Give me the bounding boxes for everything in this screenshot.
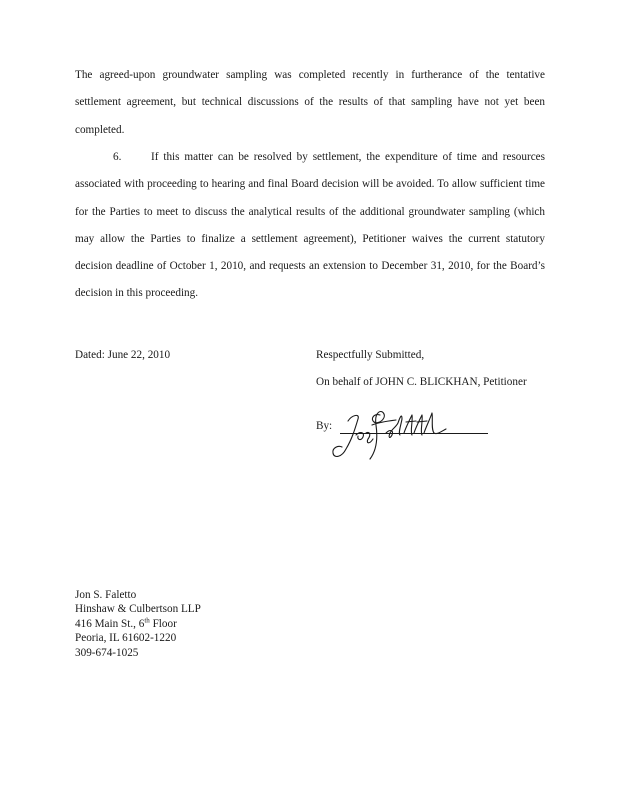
street-address-floor: Floor xyxy=(149,617,177,630)
signature-block xyxy=(316,405,496,465)
attorney-address-block xyxy=(75,588,201,660)
street-address xyxy=(75,617,201,631)
paragraph-number: 6. xyxy=(113,151,122,163)
paragraph-6 xyxy=(75,144,545,308)
paragraph-6-text: If this matter can be resolved by settlement, the expenditure of time and resources associated with proceeding to hearing and final Board decision will be avoided. To allow sufficient time for the Parties to meet to discuss the analytical results of the additional groundwater sampling (which may allow the Parties to finalize a settlement agreement), Petitioner waives the current statutory decision deadline of October 1, 2010, and requests an extension to December 31, 2010, for the Board’s decision in this proceeding. xyxy=(75,151,545,300)
law-firm: Hinshaw & Culbertson LLP xyxy=(75,603,201,616)
closing-respectfully-submitted: Respectfully Submitted, xyxy=(316,349,425,361)
dated-line: Dated: June 22, 2010 xyxy=(75,349,171,361)
street-address-ordinal: th xyxy=(144,616,150,625)
signature-by-label: By: xyxy=(316,420,333,432)
phone-number: 309-674-1025 xyxy=(75,646,139,659)
handwritten-signature-icon xyxy=(316,405,496,465)
paragraph-groundwater-sampling: The agreed-upon groundwater sampling was completed recently in furtherance of the tentative settlement agreement, but technical discussions of the results of that sampling have not yet been completed. xyxy=(75,69,545,136)
attorney-name: Jon S. Faletto xyxy=(75,589,137,601)
closing-on-behalf-of: On behalf of JOHN C. BLICKHAN, Petitioner xyxy=(316,376,527,388)
city-state-zip: Peoria, IL 61602-1220 xyxy=(75,632,177,645)
street-address-number: 416 Main St., 6 xyxy=(75,617,145,630)
